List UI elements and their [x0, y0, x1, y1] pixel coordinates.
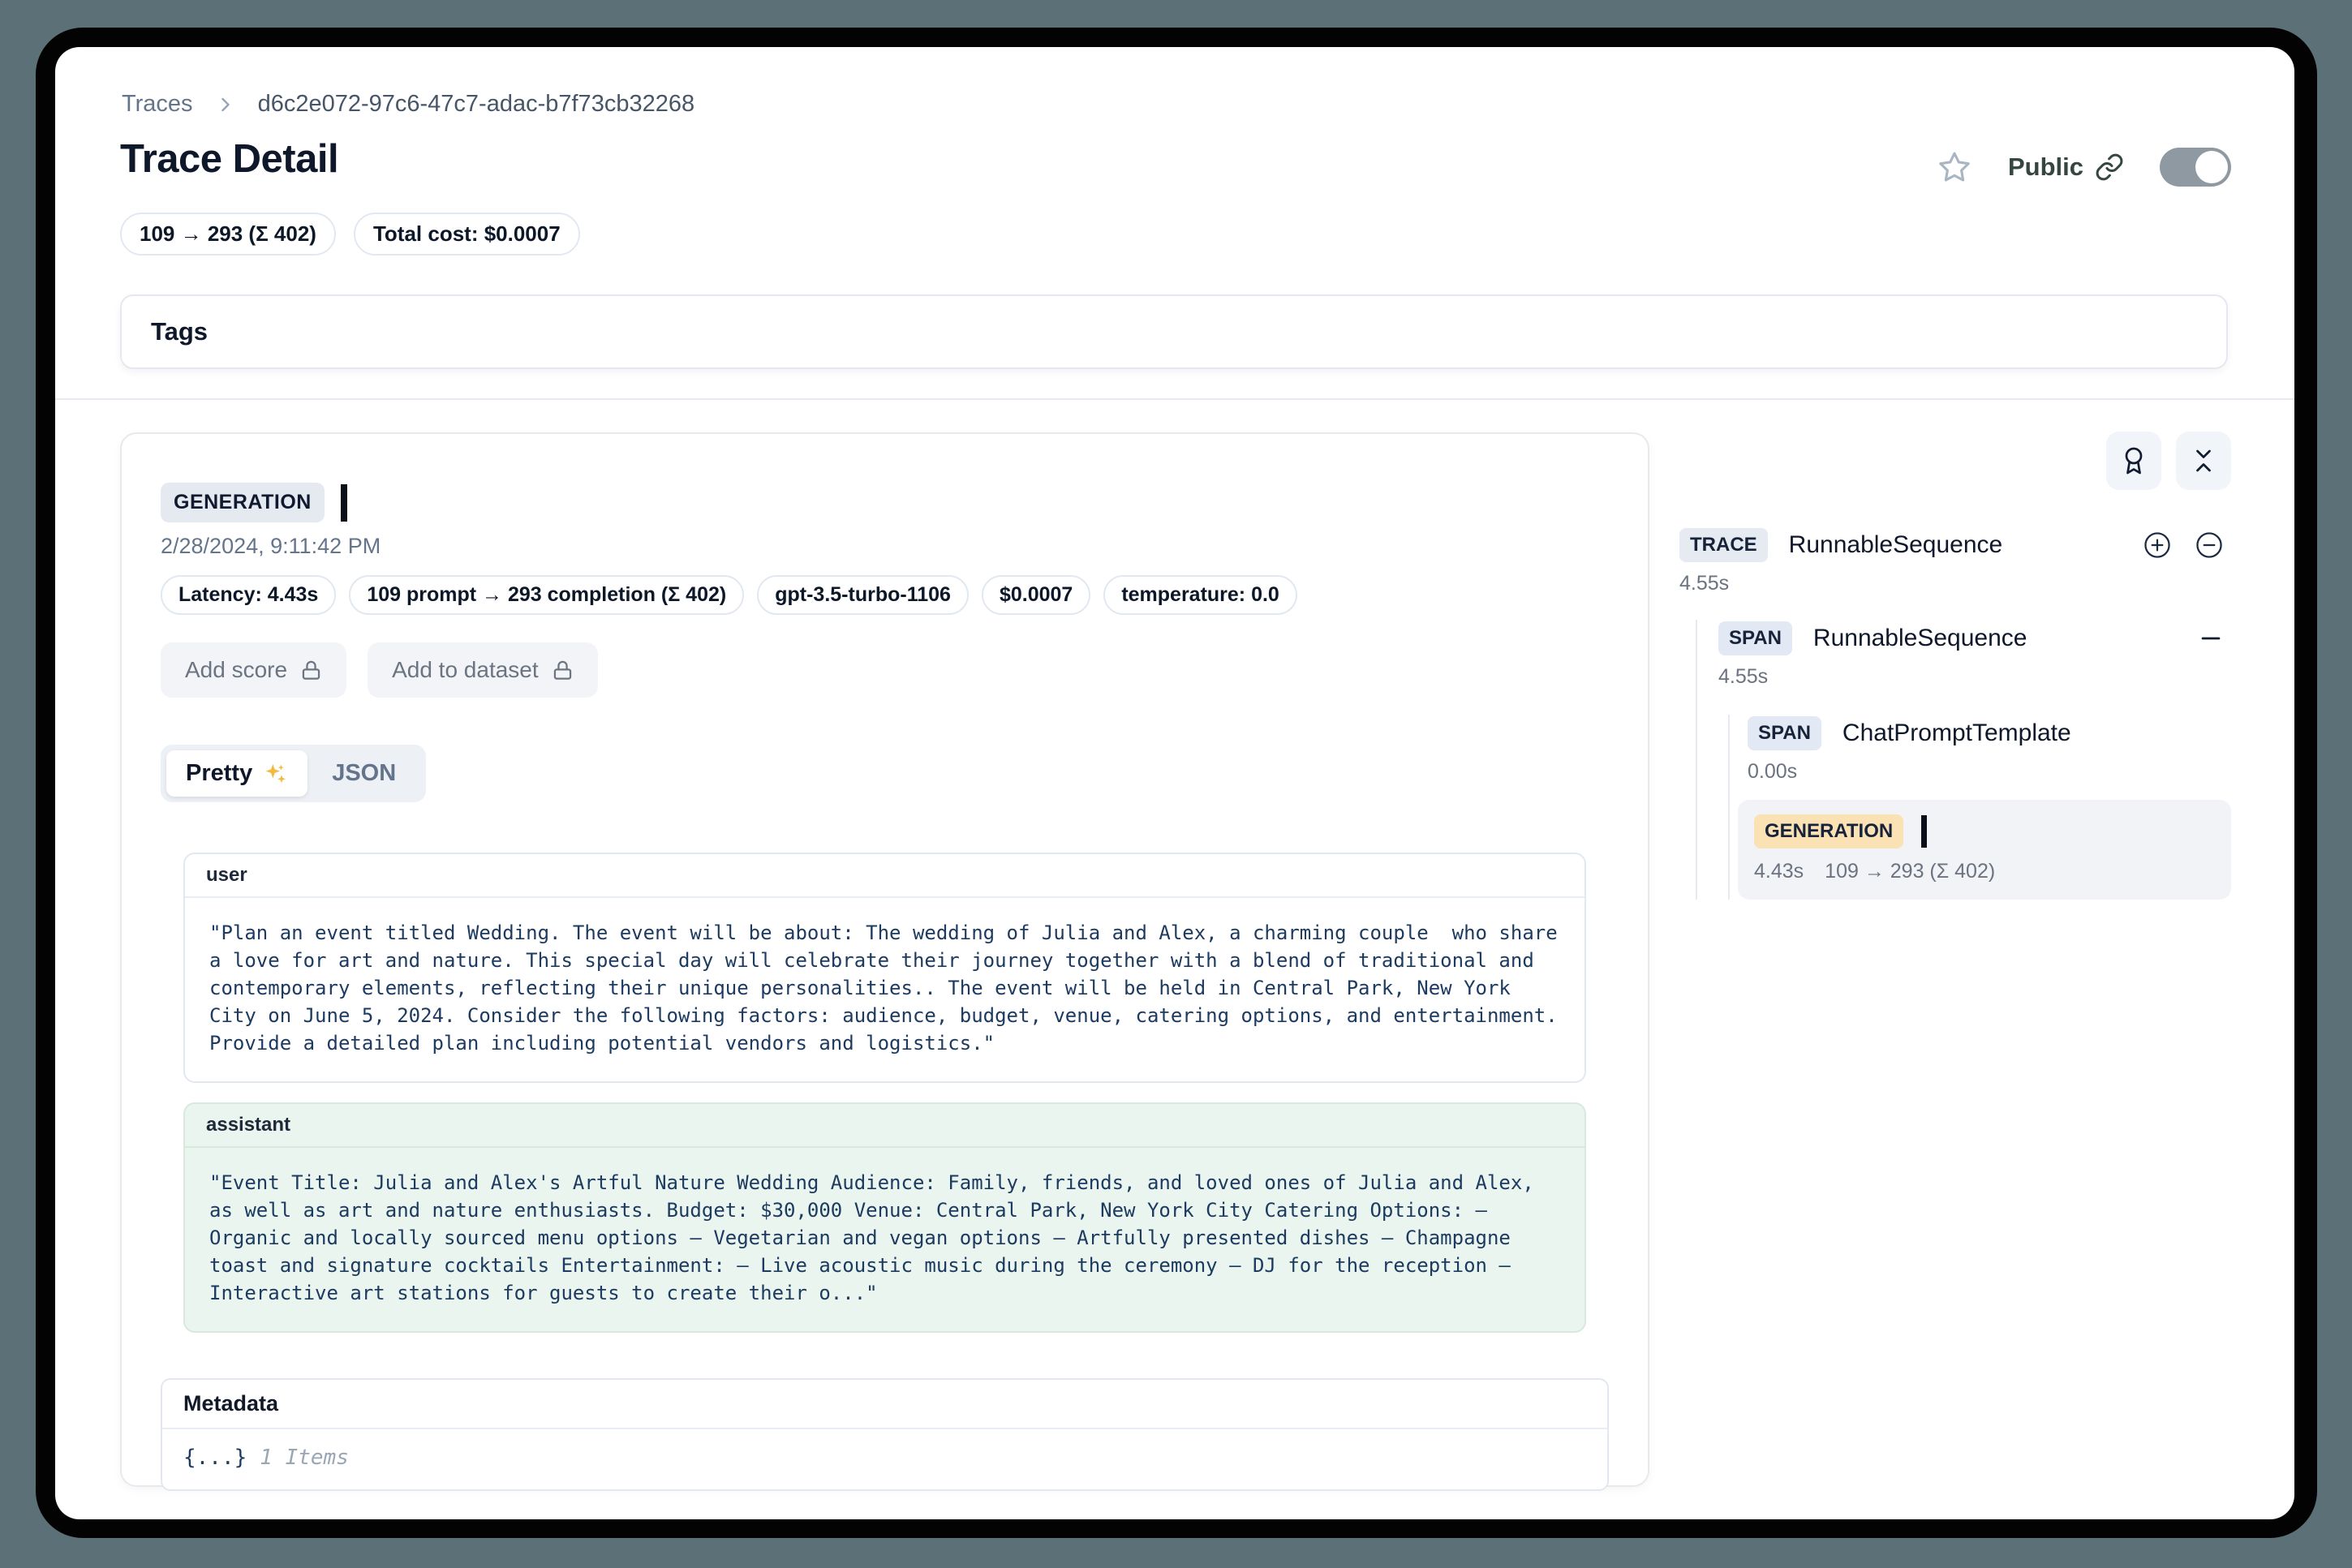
award-icon [2119, 446, 2148, 475]
circle-plus-icon[interactable] [2142, 530, 2173, 561]
model-badge: gpt-3.5-turbo-1106 [757, 575, 969, 615]
temperature-badge: temperature: 0.0 [1103, 575, 1297, 615]
span-badge: SPAN [1748, 716, 1821, 750]
tree-level-2 [1728, 715, 2231, 900]
assistant-message-card [183, 1102, 1586, 1333]
divider [55, 398, 2294, 400]
add-score-label: Add score [185, 657, 288, 682]
star-icon[interactable] [1937, 149, 1972, 185]
assistant-message-text: "Event Title: Julia and Alex's Artful Nature Wedding Audience: Family, friends, and loved ones of Julia and Alex, as well as art and nature enthusiasts. Budget: $30,000 Venue: Central Park, New York City Catering Options: – Organic and locally sourced menu options – Vegetarian and vegan options – Artfully presented dishes – Champagne toast and signature cocktails Entertainment: – Live acoustic music during the ceremony – DJ for the reception – Interactive art stations for guests to create their o..." [209, 1171, 1546, 1304]
trace-summary-badges [120, 213, 580, 256]
metadata-card [161, 1378, 1609, 1491]
add-score-button[interactable] [161, 642, 346, 698]
span-badge: SPAN [1718, 621, 1792, 655]
collapse-vertical-icon [2189, 446, 2218, 475]
total-cost-badge: Total cost: $0.0007 [354, 213, 580, 256]
span-name: RunnableSequence [1812, 625, 2027, 651]
io-view-tabs [161, 745, 426, 802]
trace-name: RunnableSequence [1788, 531, 2003, 558]
generation-duration: 4.43s [1754, 860, 1804, 883]
trace-controls [1937, 148, 2231, 187]
breadcrumb-traces-link[interactable]: Traces [122, 91, 193, 117]
tab-pretty[interactable] [166, 750, 307, 797]
text-cursor [341, 484, 347, 522]
public-group [2008, 153, 2124, 182]
span-duration: 4.55s [1718, 665, 1769, 688]
span-name: ChatPromptTemplate [1842, 720, 2071, 746]
tab-json[interactable]: JSON [332, 760, 397, 786]
metadata-item-count: 1 Items [260, 1446, 349, 1470]
tokens-badge: 109 → 293 (Σ 402) [120, 213, 336, 256]
trace-badge: TRACE [1679, 528, 1768, 562]
observation-timestamp: 2/28/2024, 9:11:42 PM [161, 534, 381, 558]
lock-icon [300, 659, 322, 681]
collapse-node-icon[interactable] [2197, 625, 2225, 652]
toggle-knob [2195, 151, 2228, 183]
breadcrumb-trace-id: d6c2e072-97c6-47c7-adac-b7f73cb32268 [257, 91, 695, 117]
collapse-all-button[interactable] [2176, 432, 2231, 490]
token-usage-badge: 109 prompt → 293 completion (Σ 402) [349, 575, 744, 615]
user-message-text: "Plan an event titled Wedding. The event will be about: The wedding of Julia and Alex, a charming couple who share a love for art and nature. This special day will celebrate their journey together with a blend of traditional and contemporary elements, reflecting their unique personalities.. The event will be held in Central Park, New York City on June 5, 2024. Consider the following factors: audience, budget, venue, catering options, and entertainment. Provide a detailed plan including potential vendors and logistics." [209, 921, 1570, 1055]
latency-badge: Latency: 4.43s [161, 575, 336, 615]
add-to-dataset-label: Add to dataset [392, 657, 539, 682]
lock-icon [552, 659, 574, 681]
tree-toolbar [2106, 432, 2231, 490]
tab-pretty-label: Pretty [186, 760, 253, 786]
generation-badge: GENERATION [1754, 814, 1903, 848]
tags-section[interactable] [120, 294, 2228, 369]
user-message-card [183, 853, 1586, 1083]
chevron-right-icon [214, 93, 237, 116]
tree-level-1 [1696, 620, 2231, 900]
generation-tokens: 109 → 293 (Σ 402) [1825, 860, 1996, 883]
add-to-dataset-button[interactable] [368, 642, 598, 698]
trace-tree [1679, 526, 2231, 900]
public-label: Public [2007, 153, 2083, 181]
page-title: Trace Detail [120, 137, 339, 181]
generation-row-line2 [1754, 860, 2215, 883]
span-duration: 0.00s [1748, 760, 1798, 783]
trace-row-actions [2142, 530, 2225, 561]
public-toggle[interactable] [2160, 148, 2231, 187]
observation-type-line [161, 483, 1609, 522]
sparkles-icon [262, 761, 288, 787]
observation-badges [161, 575, 1609, 615]
trace-duration: 4.55s [1679, 572, 1730, 595]
generation-type-badge: GENERATION [161, 483, 325, 522]
tree-row-span-chatprompttemplate[interactable] [1748, 715, 2231, 752]
breadcrumb [122, 91, 694, 118]
metadata-title: Metadata [162, 1380, 1607, 1429]
observation-actions [161, 642, 1609, 698]
tree-row-span-runnablesequence[interactable] [1718, 620, 2231, 657]
message-role-label: user [185, 854, 1584, 898]
tags-label: Tags [151, 317, 209, 346]
tree-row-generation-selected[interactable] [1738, 800, 2231, 900]
messages-list [183, 853, 1586, 1333]
circle-minus-icon[interactable] [2194, 530, 2225, 561]
cost-badge: $0.0007 [982, 575, 1090, 615]
generation-row-line1 [1754, 814, 2215, 848]
observation-panel [120, 432, 1649, 1487]
metadata-body [162, 1429, 1607, 1489]
link-icon[interactable] [2095, 153, 2124, 182]
text-cursor [1921, 815, 1927, 848]
app-card [55, 47, 2294, 1519]
message-role-label: assistant [185, 1104, 1584, 1148]
metadata-json-preview[interactable]: {...} [183, 1446, 247, 1470]
tree-row-trace[interactable] [1679, 526, 2231, 564]
scores-button[interactable] [2106, 432, 2161, 490]
